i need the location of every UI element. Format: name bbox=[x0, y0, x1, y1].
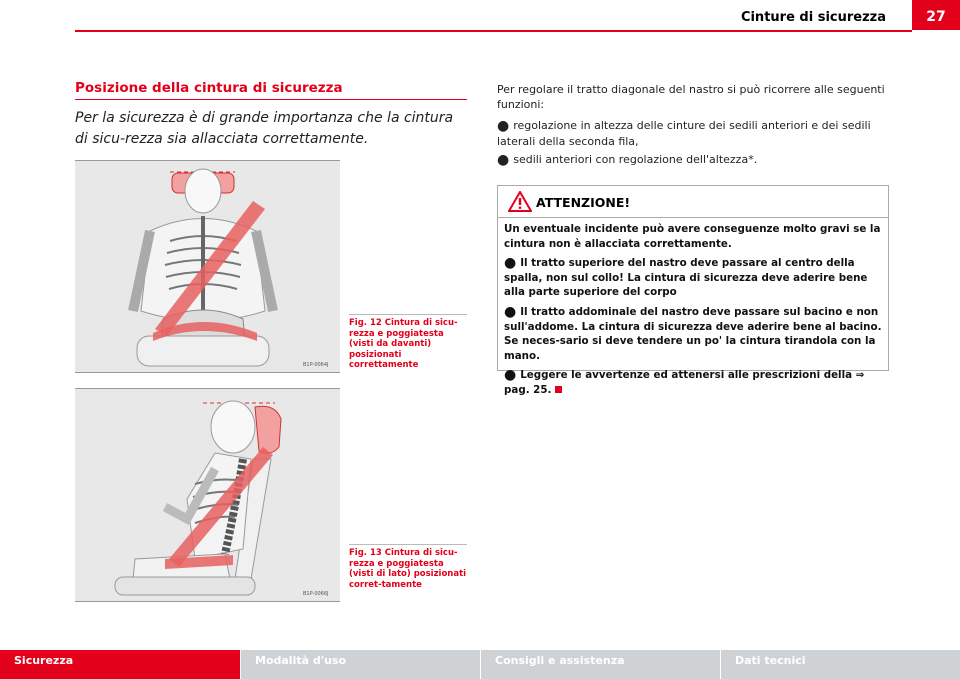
figure-caption-13: Fig. 13 Cintura di sicu-rezza e poggiatesta (visti di lato) posizionati corret-tamente bbox=[349, 548, 467, 590]
figure-caption-12: Fig. 12 Cintura di sicu-rezza e poggiatesta (visti da davanti) posizionati correttamente bbox=[349, 318, 458, 370]
bullet-icon: ● bbox=[504, 303, 517, 320]
caption-rule bbox=[349, 314, 467, 315]
section-intro: Per la sicurezza è di grande importanza che la cintura di sicu-rezza sia allacciata correttamente. bbox=[75, 110, 454, 147]
page-reference-link[interactable]: ⇒ pag. 25. bbox=[504, 369, 865, 396]
caption-rule bbox=[349, 544, 467, 545]
side-illustration bbox=[75, 389, 340, 601]
footer-tab-modalita-uso[interactable]: Modalità d'uso bbox=[240, 650, 480, 679]
warning-bullet: ● Il tratto addominale del nastro deve passare sul bacino e non sull'addome. La cintura di sicurezza deve aderire bene al bacino. Se neces-sario si deve tendere un po' la cintura tirandola con la mano. bbox=[504, 303, 882, 362]
bullet-icon: ● bbox=[497, 118, 510, 134]
warning-triangle-icon bbox=[508, 191, 532, 212]
footer-nav bbox=[0, 650, 960, 679]
page-number: 27 bbox=[912, 0, 960, 30]
section-title: Posizione della cintura di sicurezza bbox=[75, 80, 343, 96]
body-bullet: ● regolazione in altezza delle cinture dei sedili anteriori e dei sedili laterali della seconda fila, bbox=[497, 118, 871, 148]
header-rule bbox=[75, 30, 912, 32]
footer-tab-sicurezza[interactable]: Sicurezza bbox=[0, 650, 240, 679]
warning-box bbox=[497, 185, 889, 396]
bullet-icon: ● bbox=[497, 152, 510, 168]
body-bullet: ● sedili anteriori con regolazione dell'altezza*. bbox=[497, 152, 758, 168]
front-illustration bbox=[75, 161, 340, 372]
figure-code: B1P-0064J bbox=[303, 362, 329, 368]
page-header-title: Cinture di sicurezza bbox=[740, 10, 886, 25]
bullet-icon: ● bbox=[504, 255, 517, 272]
footer-tab-consigli[interactable]: Consigli e assistenza bbox=[480, 650, 720, 679]
figure-belt-front bbox=[75, 160, 340, 373]
end-square-icon bbox=[555, 386, 562, 393]
figure-code: B1P-0066J bbox=[303, 591, 329, 597]
figure-belt-side bbox=[75, 388, 340, 602]
warning-body bbox=[498, 218, 888, 398]
footer-tab-dati-tecnici[interactable]: Dati tecnici bbox=[720, 650, 960, 679]
warning-lead: Un eventuale incidente può avere conseguenze molto gravi se la cintura non è allacciata correttamente. bbox=[504, 223, 881, 250]
warning-bullet: ● Il tratto superiore del nastro deve passare al centro della spalla, non sul collo! La cintura di sicurezza deve aderire bene alla parte superiore del corpo bbox=[504, 255, 868, 299]
warning-header bbox=[498, 186, 888, 218]
warning-title: ATTENZIONE! bbox=[536, 195, 631, 210]
body-paragraph: Per regolare il tratto diagonale del nastro si può ricorrere alle seguenti funzioni: bbox=[497, 83, 885, 111]
warning-bullet: ● Leggere le avvertenze ed attenersi alle prescrizioni della ⇒ pag. 25. bbox=[504, 367, 865, 396]
bullet-icon: ● bbox=[504, 367, 517, 384]
section-rule bbox=[75, 99, 467, 100]
